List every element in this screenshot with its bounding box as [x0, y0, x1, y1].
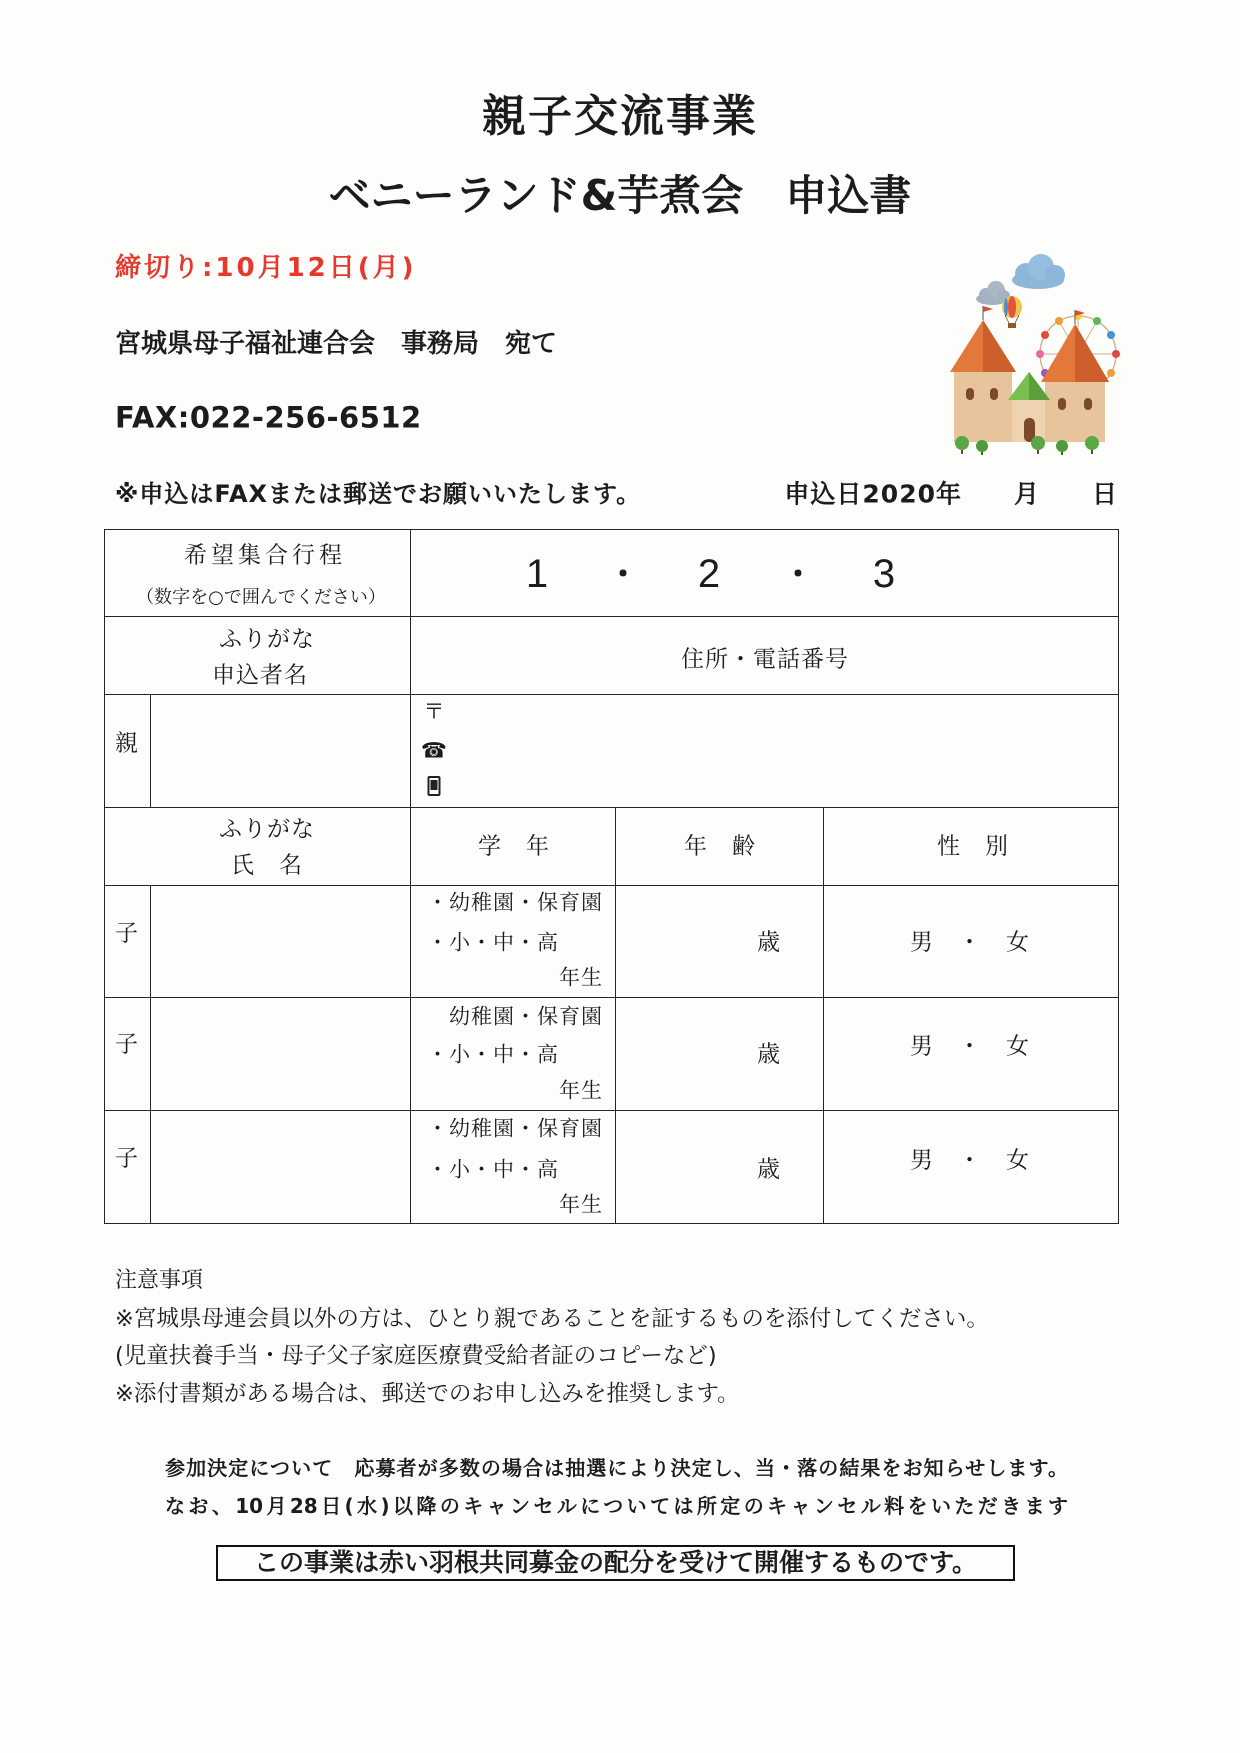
child-2-grade-cell [411, 998, 616, 1111]
child-1-name-field[interactable] [151, 886, 411, 998]
itinerary-label: 希望集合行程 [184, 542, 346, 569]
child-2-gender-cell [824, 998, 1119, 1111]
child-1-gender-cell [824, 886, 1119, 998]
child-label: 子 [115, 1145, 139, 1172]
amusement-park-illustration [940, 250, 1120, 460]
deadline-notice: 締切り:10月12日(月) [115, 253, 417, 283]
age-header [616, 808, 824, 886]
school-option-school[interactable]: ・小・中・高 [427, 930, 559, 955]
document-subtitle: ベニーランド&芋煮会 申込書 [328, 171, 912, 220]
applicant-name-label: 申込者名 [212, 662, 308, 689]
child-name-header [104, 808, 411, 886]
school-option-school[interactable]: ・小・中・高 [427, 1042, 559, 1067]
option-separator: ・ [606, 555, 640, 593]
age-suffix: 歳 [757, 1156, 781, 1183]
child-2-age-field[interactable] [616, 998, 824, 1111]
note-item: ※宮城県母連会員以外の方は、ひとり親であることを証するものを添付してください。 [115, 1305, 989, 1332]
notes-heading: 注意事項 [115, 1268, 204, 1293]
gender-options[interactable]: 男 ・ 女 [910, 1033, 1030, 1060]
itinerary-option-3[interactable]: 3 [872, 552, 896, 596]
grade-header [411, 808, 616, 886]
age-suffix: 歳 [757, 929, 781, 956]
grade-label: 学 年 [478, 833, 550, 860]
application-table [104, 529, 1119, 1224]
itinerary-options-cell [411, 529, 1119, 617]
child-1-age-field[interactable] [616, 886, 824, 998]
note-item: (児童扶養手当・母子父子家庭医療費受給者証のコピーなど) [115, 1342, 717, 1369]
school-option-preschool[interactable]: ・幼稚園・保育園 [427, 1116, 603, 1141]
child-3-name-field[interactable] [151, 1111, 411, 1224]
submission-method-note: ※申込はFAXまたは郵送でお願いいたします。 [115, 480, 642, 508]
gender-header [824, 808, 1119, 886]
parent-label: 親 [115, 730, 139, 757]
itinerary-option-1[interactable]: 1 [525, 552, 549, 596]
furigana-label: ふりがな [219, 816, 315, 843]
age-suffix: 歳 [757, 1041, 781, 1068]
itinerary-label-cell [104, 529, 411, 617]
option-separator: ・ [781, 555, 815, 593]
phone-icon: ☎ [420, 738, 448, 763]
note-item: ※添付書類がある場合は、郵送でのお申し込みを推奨します。 [115, 1380, 740, 1407]
child-name-label: 氏 名 [231, 852, 303, 879]
child-3-gender-cell [824, 1111, 1119, 1224]
gender-label: 性 別 [937, 833, 1009, 860]
cancellation-notice: なお、10月28日(水)以降のキャンセルについては所定のキャンセル料をいただきます [165, 1494, 1068, 1518]
parent-address-phone-field[interactable] [411, 695, 1119, 808]
child-1-grade-cell [411, 886, 616, 998]
fax-number: FAX:022-256-6512 [115, 400, 422, 435]
child-3-age-field[interactable] [616, 1111, 824, 1224]
school-option-school[interactable]: ・小・中・高 [427, 1157, 559, 1182]
child-1-label-cell [104, 886, 151, 998]
castle-icon [950, 306, 1109, 442]
cloud-icon [1012, 254, 1065, 289]
child-2-label-cell [104, 998, 151, 1111]
age-label: 年 齢 [684, 833, 756, 860]
school-option-preschool[interactable]: ・幼稚園・保育園 [427, 890, 603, 915]
child-3-grade-cell [411, 1111, 616, 1224]
parent-name-field[interactable] [151, 695, 411, 808]
mobile-phone-icon [428, 776, 441, 796]
gender-options[interactable]: 男 ・ 女 [910, 929, 1030, 956]
parent-label-cell [104, 695, 151, 808]
child-3-label-cell [104, 1111, 151, 1224]
child-label: 子 [115, 1031, 139, 1058]
itinerary-hint: （数字を○で囲んでください） [136, 587, 386, 608]
hot-air-balloon-icon [1002, 296, 1022, 328]
address-phone-header [411, 617, 1119, 695]
postal-code-mark: 〒 [423, 699, 445, 724]
funding-notice-text: この事業は赤い羽根共同募金の配分を受けて開催するものです。 [253, 1548, 977, 1577]
child-label: 子 [115, 920, 139, 947]
itinerary-option-2[interactable]: 2 [697, 552, 721, 596]
selection-notice: 参加決定について 応募者が多数の場合は抽選により決定し、当・落の結果をお知らせします。 [165, 1456, 1068, 1480]
school-option-preschool[interactable]: 幼稚園・保育園 [449, 1004, 603, 1029]
application-date-field[interactable]: 申込日2020年 月 日 [784, 479, 1118, 509]
gender-options[interactable]: 男 ・ 女 [910, 1147, 1030, 1174]
grade-suffix: 年生 [559, 965, 603, 990]
recipient-line: 宮城県母子福祉連合会 事務局 宛て [115, 329, 558, 359]
funding-notice-box [216, 1545, 1015, 1581]
furigana-label: ふりがな [219, 626, 315, 653]
document-title: 親子交流事業 [482, 91, 758, 142]
grade-suffix: 年生 [559, 1192, 603, 1217]
applicant-name-header [104, 617, 411, 695]
grade-suffix: 年生 [559, 1078, 603, 1103]
child-2-name-field[interactable] [151, 998, 411, 1111]
address-phone-label: 住所・電話番号 [681, 646, 849, 673]
